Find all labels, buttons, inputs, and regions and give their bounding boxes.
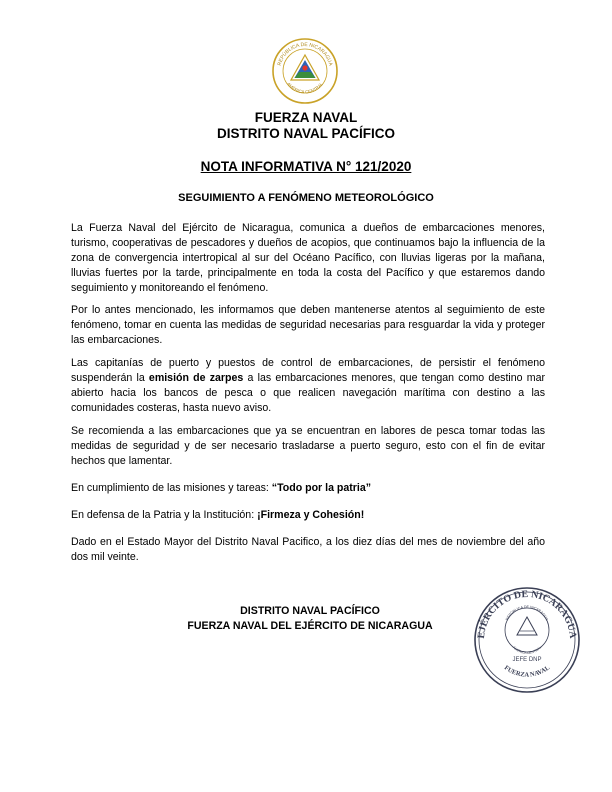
paragraph-1-text: La Fuerza Naval del Ejército de Nicaragua, comunica a dueños de embarcaciones menores, turismo, cooperativas de pescadores y dueños de acopios, que continuamos bajo la influencia de la zona de convergencia intertropical al sur del Océano Pacífico, con lluvias ligeras por la mañana, lluvias fuertes por la tarde, principalmente en toda la costa del Pacífico y que estaremos dando seguimiento y monitoreando el fenómeno. xyxy=(71,222,545,294)
signature-line2: FUERZA NAVAL DEL EJÉRCITO DE NICARAGUA xyxy=(187,620,433,632)
paragraph-4 xyxy=(71,424,545,469)
stamp-inner-text-2: AMÉRICA CENTRAL xyxy=(511,645,543,656)
paragraph-7 xyxy=(71,535,545,565)
stamp-outer-text: EJÉRCITO DE NICARAGUA xyxy=(475,588,579,640)
seal-text-top: REPÚBLICA DE NICARAGUA xyxy=(276,41,334,67)
header-org-line2: DISTRITO NAVAL PACÍFICO xyxy=(216,126,395,141)
paragraph-5 xyxy=(71,481,545,496)
document-title: NOTA INFORMATIVA N° 121/2020 xyxy=(200,159,412,174)
document-subject: SEGUIMIENTO A FENÓMENO METEOROLÓGICO xyxy=(178,192,434,204)
svg-text:REPÚBLICA DE NICARAGUA xyxy=(505,605,549,622)
paragraph-6-motto: ¡Firmeza y Cohesión! xyxy=(257,509,365,521)
svg-text:AMÉRICA CENTRAL xyxy=(512,645,542,655)
paragraph-3 xyxy=(71,356,545,416)
paragraph-3-bold: emisión de zarpes xyxy=(148,372,244,384)
paragraph-6 xyxy=(71,508,545,523)
official-stamp-icon xyxy=(472,585,582,695)
stamp-bottom-text: FUERZA NAVAL xyxy=(502,664,552,679)
paragraph-1 xyxy=(71,221,545,296)
svg-text:FUERZA NAVAL xyxy=(503,664,552,679)
svg-text:EJÉRCITO DE NICARAGUA xyxy=(476,589,578,640)
signature-line1: DISTRITO NAVAL PACÍFICO xyxy=(240,605,380,617)
paragraph-5-text: En cumplimiento de las misiones y tareas: xyxy=(71,482,272,494)
paragraph-7-text: Dado en el Estado Mayor del Distrito Naval Pacifico, a los diez días del mes de noviembre del año dos mil veinte. xyxy=(71,536,545,563)
paragraph-2 xyxy=(71,303,545,348)
paragraph-2-text: Por lo antes mencionado, les informamos que deben mantenerse atentos al seguimiento de este fenómeno, tomar en cuenta las medidas de seguridad necesarias para resguardar la vida y proteger las embarcaciones. xyxy=(71,304,545,346)
stamp-label: JEFE DNP xyxy=(512,657,542,663)
paragraph-3-text-b: a las embarcaciones menores, que tengan como destino mar abierto hacia los bancos de pesca o que realicen navegación marítima con destino a las comunidades costeras, hasta nuevo aviso. xyxy=(71,372,546,414)
paragraph-6-text: En defensa de la Patria y la Institución: xyxy=(71,509,258,521)
coat-of-arms-seal-icon xyxy=(270,36,340,106)
header-org-line1: FUERZA NAVAL xyxy=(254,110,358,125)
paragraph-5-motto: “Todo por la patria” xyxy=(271,482,372,494)
svg-text:AMÉRICA CENTRAL xyxy=(286,81,324,94)
seal-text-bottom: AMÉRICA CENTRAL xyxy=(285,81,325,95)
paragraph-4-text: Se recomienda a las embarcaciones que ya se encuentran en labores de pesca tomar todas las medidas de seguridad y de ser necesario trasladarse a puerto seguro, esto con el fin de evitar hechos que lamentar. xyxy=(71,425,545,467)
paragraph-3-text-a: Las capitanías de puerto y puestos de control de embarcaciones, de persistir el fenómeno suspenderán la xyxy=(71,357,545,384)
stamp-inner-text: REPÚBLICA DE NICARAGUA xyxy=(504,604,550,622)
